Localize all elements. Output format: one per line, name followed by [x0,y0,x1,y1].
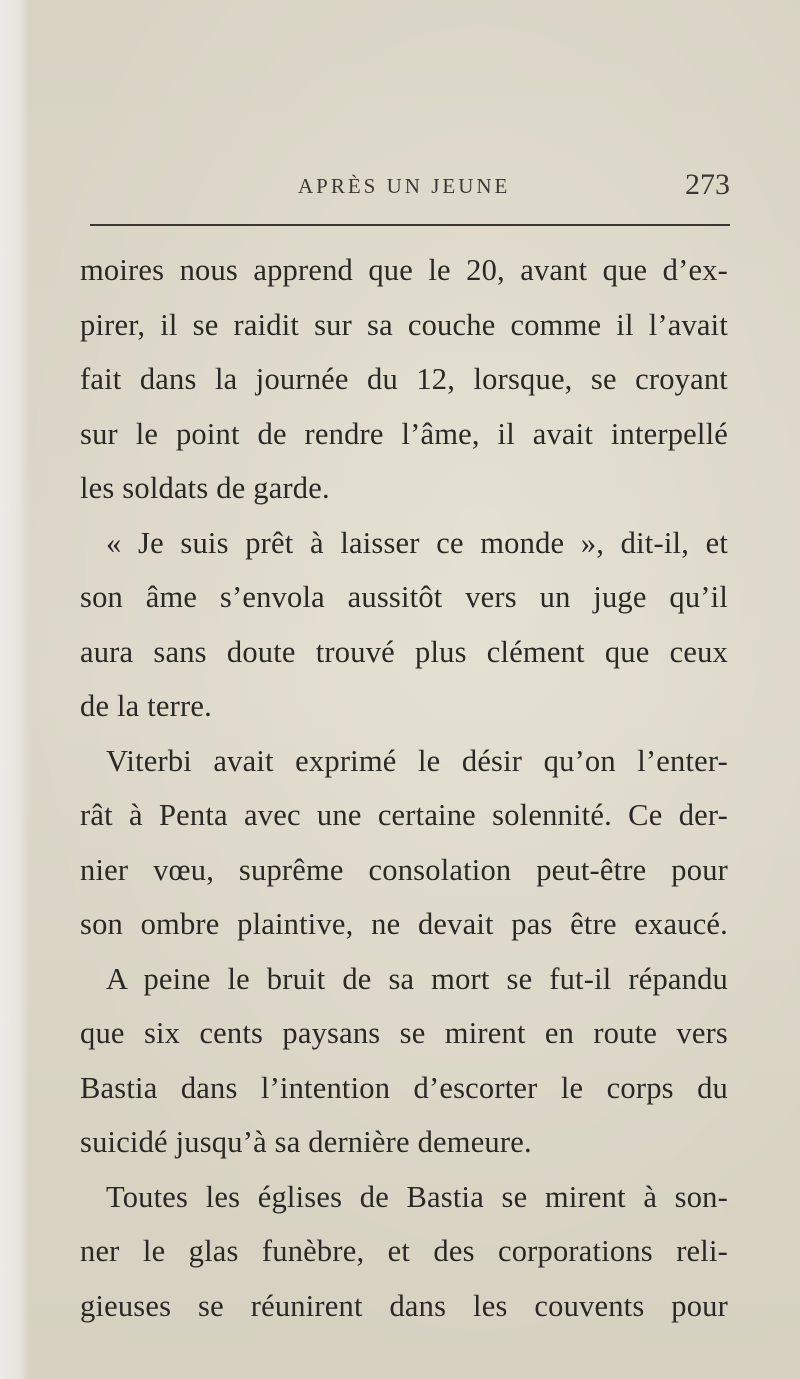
text-line: moires nous apprend que le 20, avant que d’ex- [80,253,728,287]
text-line: rât à Penta avec une certaine solennité. Ce der- [80,798,728,832]
text-line: gieuses se réunirent dans les couvents pour [80,1288,728,1323]
text-line: Viterbi avait exprimé le désir qu’on l’enter- [106,743,728,778]
text-line: « Je suis prêt à laisser ce monde », dit-il, et [106,525,728,560]
text-line: aura sans doute trouvé plus clément que ceux [80,634,728,669]
text-line: que six cents paysans se mirent en route vers [80,1016,728,1050]
text-line: A peine le bruit de sa mort se fut-il répandu [106,961,728,996]
text-line: Toutes les églises de Bastia se mirent à son- [106,1179,728,1214]
text-line: pirer, il se raidit sur sa couche comme il l’avait [80,307,728,342]
text-line: son âme s’envola aussitôt vers un juge qu’il [80,580,728,614]
text-line: suicidé jusqu’à sa dernière demeure. [80,1125,532,1159]
page-edge-shadow [0,0,30,1379]
text-line: sur le point de rendre l’âme, il avait interpellé [80,416,728,451]
text-line: nier vœu, suprême consolation peut-être pour [80,852,728,887]
text-line: ner le glas funèbre, et des corporations reli- [80,1234,728,1268]
body-text [80,243,728,1333]
text-line: son ombre plaintive, ne devait pas être exaucé. [80,907,728,941]
text-line: de la terre. [80,689,212,723]
text-line: les soldats de garde. [80,471,330,505]
text-line: Bastia dans l’intention d’escorter le corps du [80,1070,728,1105]
header-rule [90,224,730,226]
text-line: fait dans la journée du 12, lorsque, se croyant [80,362,728,396]
running-title: APRÈS UN JEUNE [298,174,511,198]
page-header [90,168,730,208]
page-number: 273 [685,168,730,201]
